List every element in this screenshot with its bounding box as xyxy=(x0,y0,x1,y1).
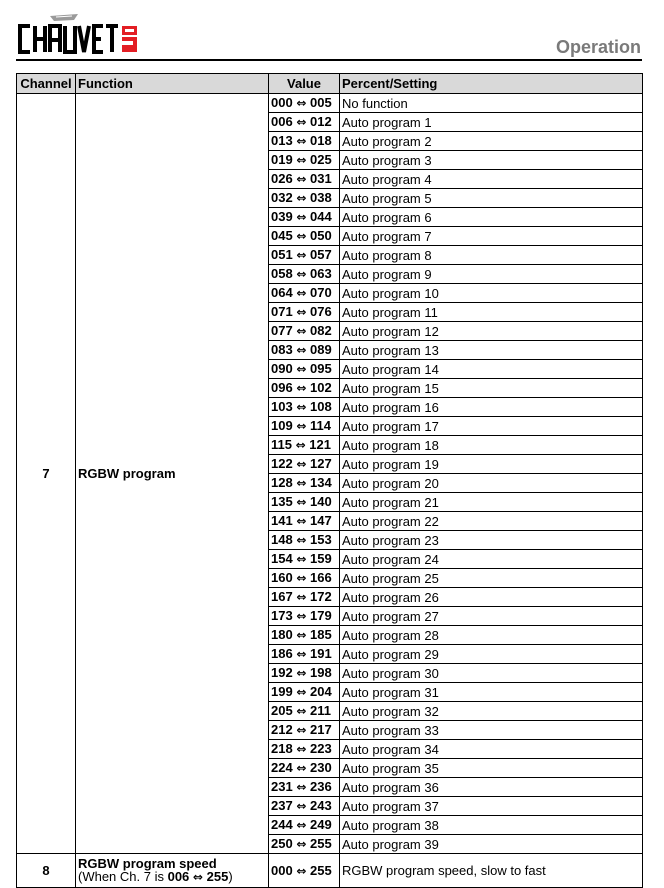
setting-cell: No function xyxy=(340,94,643,113)
function-label: RGBW program xyxy=(78,466,176,481)
value-to: 204 xyxy=(310,684,332,699)
value-to: 121 xyxy=(309,437,331,452)
value-from: 006 xyxy=(271,114,293,129)
value-from: 115 xyxy=(271,437,292,452)
logo-mark xyxy=(16,12,140,58)
value-range-cell xyxy=(269,265,340,284)
value-to: 070 xyxy=(310,285,332,300)
value-to: 095 xyxy=(310,361,332,376)
setting-cell: Auto program 16 xyxy=(340,398,643,417)
value-from: 192 xyxy=(271,665,293,680)
value-to: 185 xyxy=(310,627,332,642)
value-to: 230 xyxy=(310,760,332,775)
range-arrow-icon: ⇔ xyxy=(296,248,307,262)
range-arrow-icon: ⇔ xyxy=(296,153,307,167)
value-range-cell xyxy=(269,569,340,588)
range-arrow-icon: ⇔ xyxy=(296,134,307,148)
value-to: 236 xyxy=(310,779,332,794)
value-to: 140 xyxy=(310,494,332,509)
table-row xyxy=(17,94,643,113)
value-range-cell xyxy=(269,493,340,512)
setting-cell: Auto program 24 xyxy=(340,550,643,569)
range-arrow-icon: ⇔ xyxy=(296,704,307,718)
value-range-cell xyxy=(269,645,340,664)
setting-cell: Auto program 36 xyxy=(340,778,643,797)
setting-cell: Auto program 18 xyxy=(340,436,643,455)
value-range-cell xyxy=(269,607,340,626)
value-range-cell xyxy=(269,132,340,151)
value-to: 179 xyxy=(310,608,332,623)
value-range-cell xyxy=(269,151,340,170)
setting-cell: Auto program 8 xyxy=(340,246,643,265)
value-from: 224 xyxy=(271,760,293,775)
setting-cell: Auto program 35 xyxy=(340,759,643,778)
value-from: 103 xyxy=(271,399,293,414)
value-to: 044 xyxy=(310,209,332,224)
value-from: 013 xyxy=(271,133,293,148)
range-arrow-icon: ⇔ xyxy=(296,647,307,661)
range-arrow-icon: ⇔ xyxy=(296,837,307,851)
value-from: 237 xyxy=(271,798,293,813)
value-to: 217 xyxy=(310,722,332,737)
value-from: 199 xyxy=(271,684,293,699)
setting-cell: Auto program 13 xyxy=(340,341,643,360)
value-to: 018 xyxy=(310,133,332,148)
range-arrow-icon: ⇔ xyxy=(296,305,307,319)
value-from: 180 xyxy=(271,627,293,642)
value-from: 045 xyxy=(271,228,293,243)
value-from: 135 xyxy=(271,494,293,509)
channel-cell: 7 xyxy=(17,94,76,854)
setting-cell: Auto program 7 xyxy=(340,227,643,246)
table-row xyxy=(17,854,643,888)
value-range-cell xyxy=(269,246,340,265)
range-arrow-icon: ⇔ xyxy=(296,761,307,775)
range-arrow-icon: ⇔ xyxy=(296,552,307,566)
section-title: Operation xyxy=(555,37,641,57)
value-from: 032 xyxy=(271,190,293,205)
value-from: 039 xyxy=(271,209,293,224)
value-to: 082 xyxy=(310,323,332,338)
setting-cell: Auto program 3 xyxy=(340,151,643,170)
range-arrow-icon: ⇔ xyxy=(296,514,307,528)
setting-cell: Auto program 1 xyxy=(340,113,643,132)
value-from: 071 xyxy=(271,304,293,319)
value-range-cell xyxy=(269,417,340,436)
setting-cell: Auto program 32 xyxy=(340,702,643,721)
setting-cell: Auto program 27 xyxy=(340,607,643,626)
value-range-cell xyxy=(269,474,340,493)
value-range-cell xyxy=(269,170,340,189)
value-range-cell xyxy=(269,683,340,702)
value-range-cell xyxy=(269,759,340,778)
value-from: 090 xyxy=(271,361,293,376)
value-from: 148 xyxy=(271,532,293,547)
range-arrow-icon: ⇔ xyxy=(296,381,307,395)
range-arrow-icon: ⇔ xyxy=(296,742,307,756)
setting-cell: Auto program 22 xyxy=(340,512,643,531)
value-from: 096 xyxy=(271,380,293,395)
value-range-cell xyxy=(269,721,340,740)
value-from: 218 xyxy=(271,741,293,756)
range-arrow-icon: ⇔ xyxy=(296,210,307,224)
range-arrow-icon: ⇔ xyxy=(296,362,307,376)
value-range-cell xyxy=(269,284,340,303)
range-arrow-icon: ⇔ xyxy=(296,590,307,604)
setting-cell: Auto program 19 xyxy=(340,455,643,474)
value-from: 077 xyxy=(271,323,293,338)
value-range-cell xyxy=(269,227,340,246)
column-header-value: Value xyxy=(269,74,340,94)
value-range-cell xyxy=(269,94,340,113)
value-from: 128 xyxy=(271,475,293,490)
value-to: 172 xyxy=(310,589,332,604)
setting-cell: Auto program 10 xyxy=(340,284,643,303)
setting-cell: Auto program 29 xyxy=(340,645,643,664)
value-from: 231 xyxy=(271,779,293,794)
value-to: 134 xyxy=(310,475,332,490)
value-to: 089 xyxy=(310,342,332,357)
value-range-cell xyxy=(269,360,340,379)
value-from: 205 xyxy=(271,703,293,718)
range-arrow-icon: ⇔ xyxy=(296,685,307,699)
value-to: 025 xyxy=(310,152,332,167)
range-arrow-icon: ⇔ xyxy=(296,324,307,338)
function-note xyxy=(78,870,266,884)
dmx-channel-table xyxy=(16,73,643,888)
range-arrow-icon: ⇔ xyxy=(296,666,307,680)
value-to: 191 xyxy=(310,646,332,661)
value-range-cell xyxy=(269,322,340,341)
value-to: 249 xyxy=(310,817,332,832)
value-range-cell xyxy=(269,341,340,360)
setting-cell: Auto program 17 xyxy=(340,417,643,436)
setting-cell: Auto program 37 xyxy=(340,797,643,816)
setting-cell: Auto program 5 xyxy=(340,189,643,208)
setting-cell: Auto program 21 xyxy=(340,493,643,512)
setting-cell: Auto program 6 xyxy=(340,208,643,227)
range-arrow-icon: ⇔ xyxy=(296,863,307,878)
value-to: 198 xyxy=(310,665,332,680)
range-arrow-icon: ⇔ xyxy=(296,609,307,623)
setting-cell: Auto program 23 xyxy=(340,531,643,550)
value-to: 012 xyxy=(310,114,332,129)
setting-cell: Auto program 39 xyxy=(340,835,643,854)
setting-cell: Auto program 26 xyxy=(340,588,643,607)
range-arrow-icon: ⇔ xyxy=(296,267,307,281)
value-to: 127 xyxy=(310,456,332,471)
setting-cell: Auto program 20 xyxy=(340,474,643,493)
value-range-cell xyxy=(269,588,340,607)
value-from: 064 xyxy=(271,285,293,300)
range-arrow-icon: ⇔ xyxy=(296,343,307,357)
note-arrow: ⇔ xyxy=(192,870,203,884)
value-from: 212 xyxy=(271,722,293,737)
value-from: 083 xyxy=(271,342,293,357)
range-arrow-icon: ⇔ xyxy=(296,818,307,832)
setting-cell: Auto program 33 xyxy=(340,721,643,740)
value-to: 102 xyxy=(310,380,332,395)
value-range-cell xyxy=(269,512,340,531)
setting-cell: Auto program 12 xyxy=(340,322,643,341)
value-to: 057 xyxy=(310,247,332,262)
setting-cell: Auto program 14 xyxy=(340,360,643,379)
chauvet-dj-logo xyxy=(16,12,140,58)
value-to: 114 xyxy=(310,418,331,433)
range-arrow-icon: ⇔ xyxy=(296,628,307,642)
value-range-cell xyxy=(269,189,340,208)
value-to: 211 xyxy=(310,703,331,718)
channel-cell: 8 xyxy=(17,854,76,888)
value-range-cell xyxy=(269,816,340,835)
range-arrow-icon: ⇔ xyxy=(296,495,307,509)
value-from: 186 xyxy=(271,646,293,661)
value-to: 050 xyxy=(310,228,332,243)
value-range-cell xyxy=(269,436,340,455)
value-to: 147 xyxy=(310,513,332,528)
value-to: 063 xyxy=(310,266,332,281)
value-range-cell xyxy=(269,303,340,322)
range-arrow-icon: ⇔ xyxy=(296,723,307,737)
value-from: 000 xyxy=(271,95,293,110)
value-to: 166 xyxy=(310,570,332,585)
range-arrow-icon: ⇔ xyxy=(296,191,307,205)
range-arrow-icon: ⇔ xyxy=(296,457,307,471)
column-header-channel: Channel xyxy=(17,74,76,94)
value-from: 019 xyxy=(271,152,293,167)
value-range-cell xyxy=(269,455,340,474)
value-from: 141 xyxy=(271,513,293,528)
value-from: 173 xyxy=(271,608,293,623)
value-from: 167 xyxy=(271,589,293,604)
setting-cell: Auto program 30 xyxy=(340,664,643,683)
range-arrow-icon: ⇔ xyxy=(296,419,307,433)
range-arrow-icon: ⇔ xyxy=(296,286,307,300)
value-range-cell xyxy=(269,740,340,759)
value-range-cell xyxy=(269,398,340,417)
range-arrow-icon: ⇔ xyxy=(296,476,307,490)
value-to: 223 xyxy=(310,741,332,756)
value-to: 108 xyxy=(310,399,332,414)
value-from: 122 xyxy=(271,456,293,471)
value-range-cell xyxy=(269,835,340,854)
value-range-cell xyxy=(269,702,340,721)
range-arrow-icon: ⇔ xyxy=(295,438,306,452)
value-range-cell xyxy=(269,531,340,550)
value-to: 005 xyxy=(310,95,332,110)
range-arrow-icon: ⇔ xyxy=(296,780,307,794)
range-arrow-icon: ⇔ xyxy=(296,96,307,110)
value-range-cell xyxy=(269,778,340,797)
range-arrow-icon: ⇔ xyxy=(296,400,307,414)
setting-cell: Auto program 28 xyxy=(340,626,643,645)
function-cell xyxy=(76,94,269,854)
setting-cell: Auto program 11 xyxy=(340,303,643,322)
note-suffix: ) xyxy=(228,869,233,884)
value-from: 244 xyxy=(271,817,293,832)
value-from: 026 xyxy=(271,171,293,186)
value-from: 250 xyxy=(271,836,293,851)
table-body xyxy=(17,94,643,888)
setting-cell: Auto program 4 xyxy=(340,170,643,189)
range-arrow-icon: ⇔ xyxy=(296,533,307,547)
column-header-setting: Percent/Setting xyxy=(340,74,643,94)
value-from: 109 xyxy=(271,418,293,433)
value-to: 159 xyxy=(310,551,332,566)
value-to: 255 xyxy=(310,836,332,851)
value-to: 243 xyxy=(310,798,332,813)
value-to: 153 xyxy=(310,532,332,547)
value-range-cell xyxy=(269,664,340,683)
setting-cell: Auto program 38 xyxy=(340,816,643,835)
value-from: 051 xyxy=(271,247,293,262)
setting-cell: Auto program 25 xyxy=(340,569,643,588)
value-from: 000 xyxy=(271,862,293,878)
note-range-from: 006 xyxy=(167,869,190,884)
range-arrow-icon: ⇔ xyxy=(296,172,307,186)
value-to: 255 xyxy=(310,862,332,878)
range-arrow-icon: ⇔ xyxy=(296,799,307,813)
setting-cell: Auto program 34 xyxy=(340,740,643,759)
header-rule xyxy=(16,59,642,61)
note-range-to: 255 xyxy=(206,869,229,884)
value-range-cell xyxy=(269,379,340,398)
setting-cell: Auto program 31 xyxy=(340,683,643,702)
value-from: 154 xyxy=(271,551,293,566)
value-range-cell xyxy=(269,626,340,645)
range-arrow-icon: ⇔ xyxy=(296,229,307,243)
range-arrow-icon: ⇔ xyxy=(296,115,307,129)
value-to: 038 xyxy=(310,190,332,205)
range-arrow-icon: ⇔ xyxy=(296,571,307,585)
note-prefix: (When Ch. 7 is xyxy=(78,869,168,884)
table-header-row xyxy=(17,74,643,94)
setting-cell: RGBW program speed, slow to fast xyxy=(340,854,643,888)
function-label: RGBW program speed xyxy=(78,856,217,871)
setting-cell: Auto program 9 xyxy=(340,265,643,284)
value-to: 076 xyxy=(310,304,332,319)
setting-cell: Auto program 2 xyxy=(340,132,643,151)
value-range-cell xyxy=(269,208,340,227)
value-range-cell xyxy=(269,113,340,132)
value-range-cell xyxy=(269,550,340,569)
value-from: 058 xyxy=(271,266,293,281)
column-header-function: Function xyxy=(76,74,269,94)
function-cell xyxy=(76,854,269,888)
value-from: 160 xyxy=(271,570,293,585)
value-to: 031 xyxy=(310,171,332,186)
value-range-cell xyxy=(269,797,340,816)
setting-cell: Auto program 15 xyxy=(340,379,643,398)
value-range-cell xyxy=(269,854,340,888)
